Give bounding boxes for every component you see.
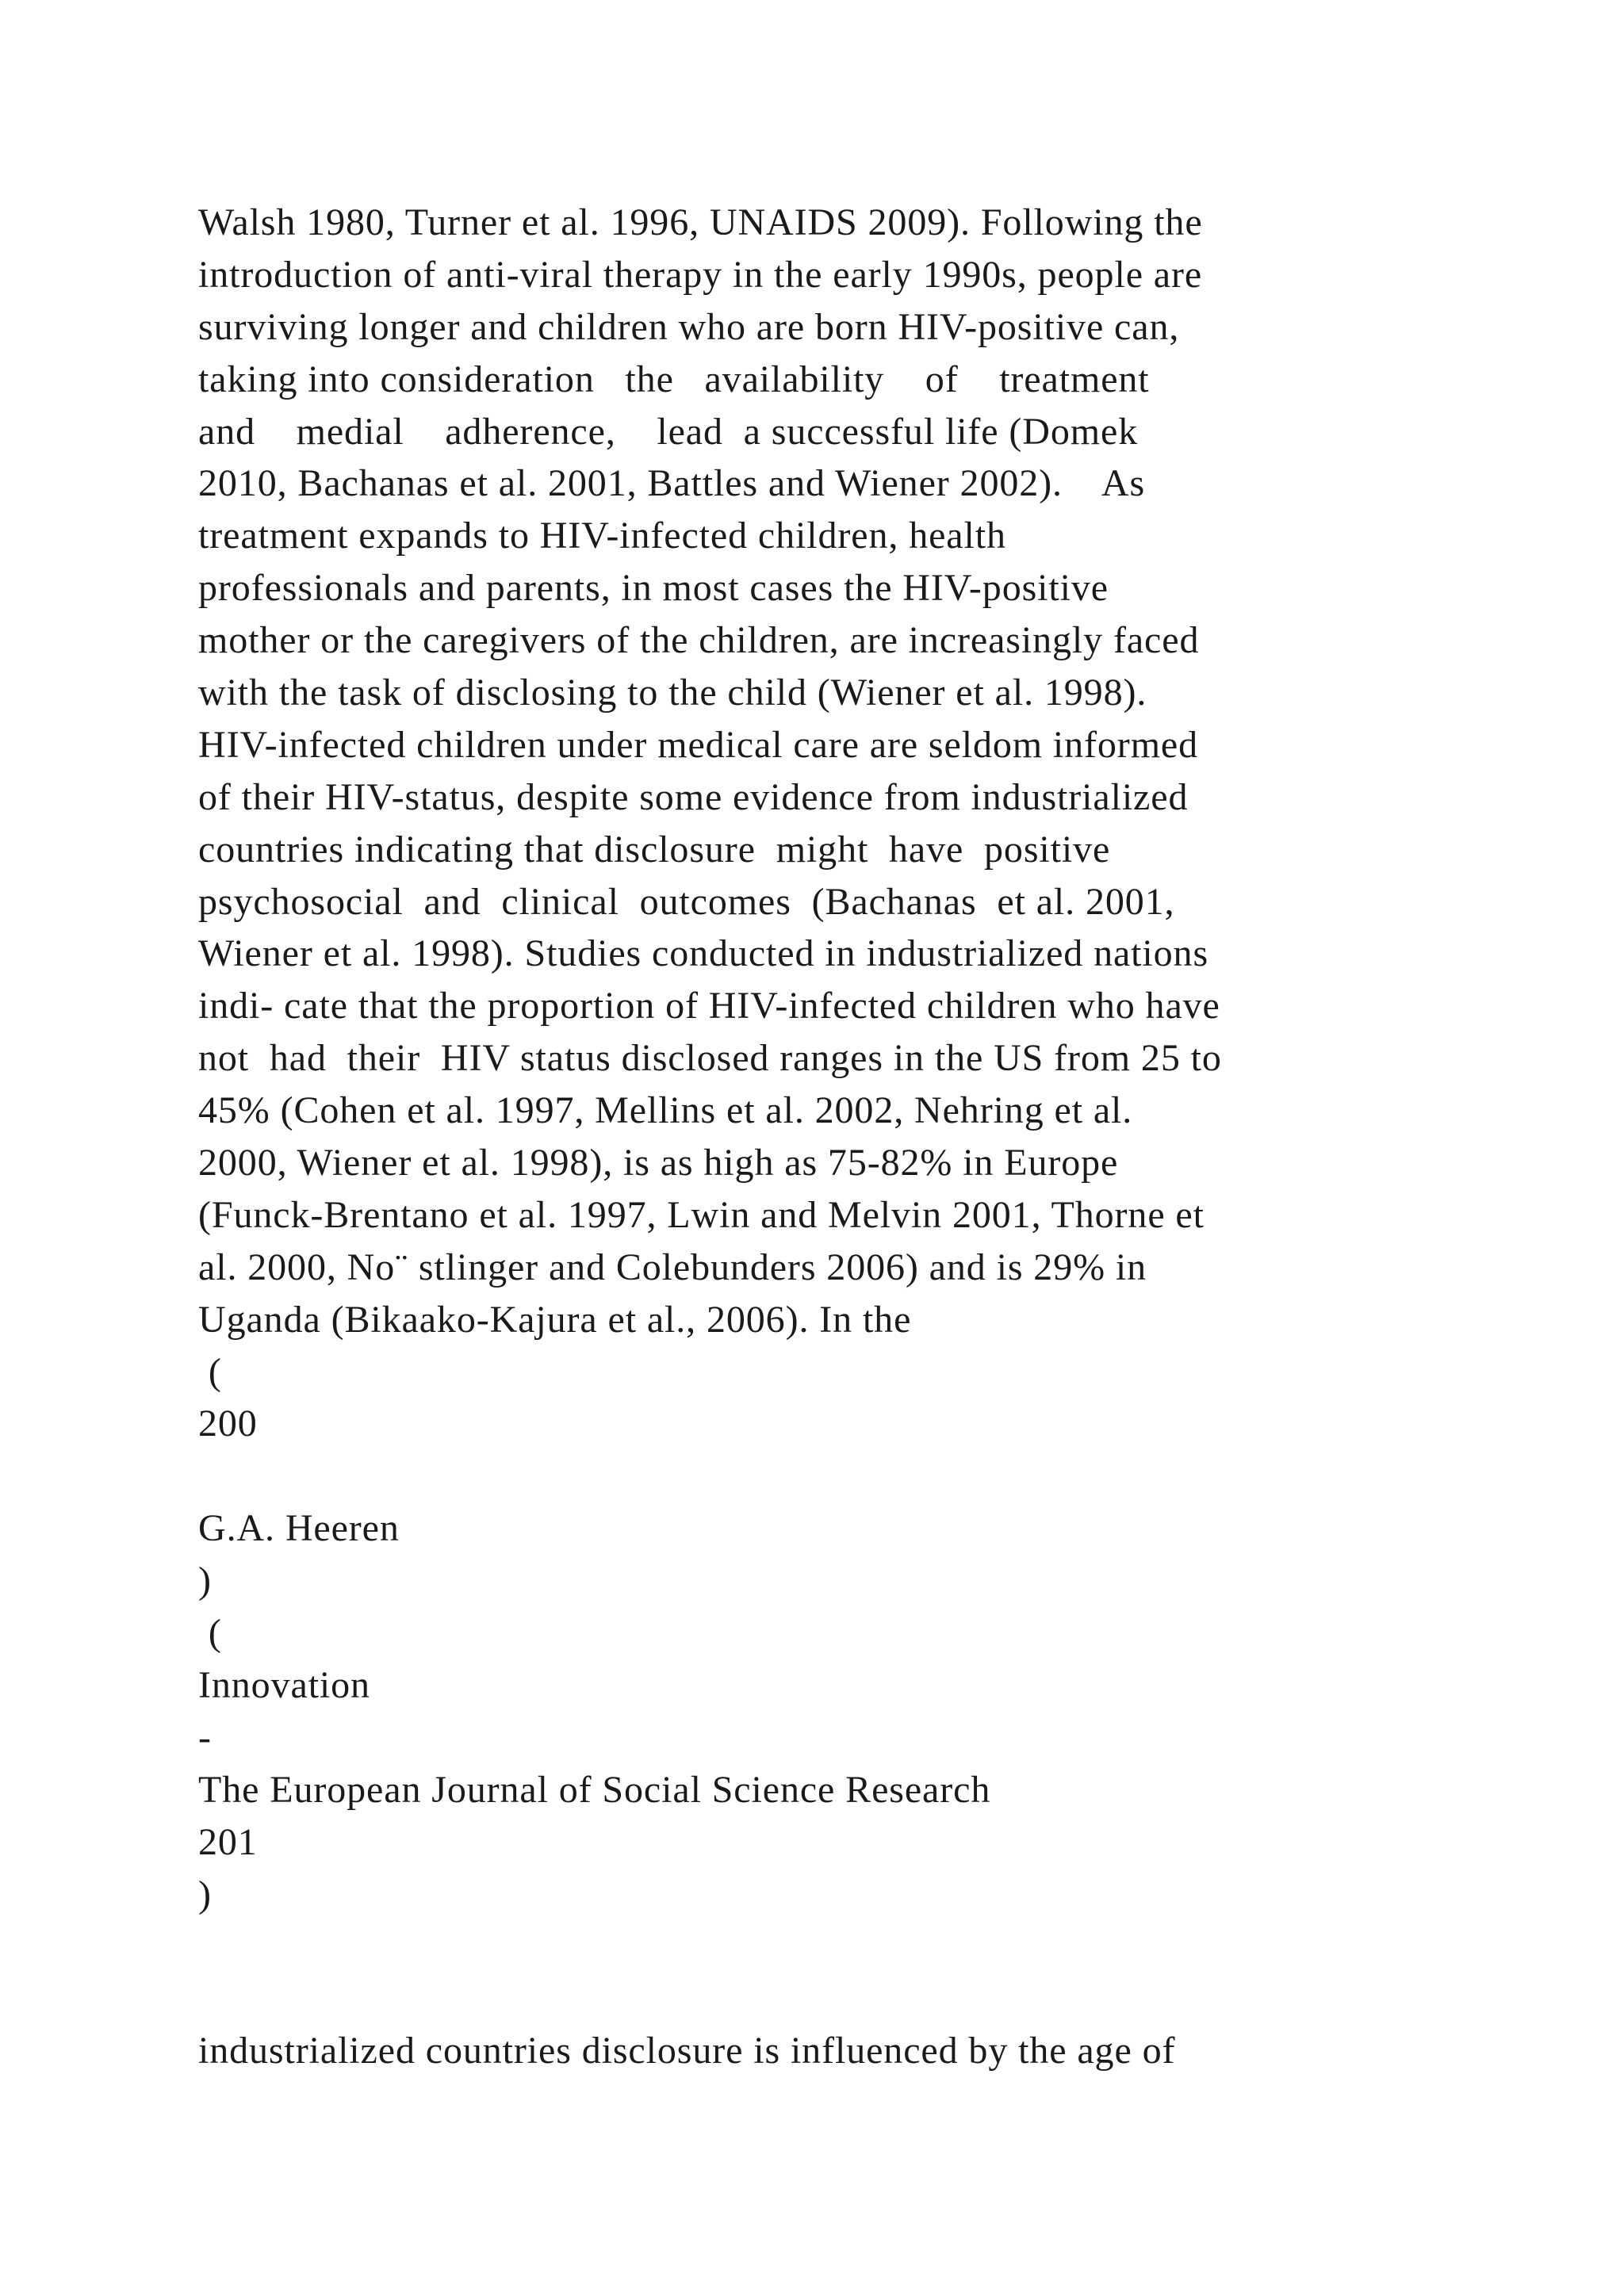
- body-line: not had their HIV status disclosed ranges in the US from 25 to: [198, 1037, 1222, 1080]
- body-paragraph: [198, 197, 1435, 1346]
- body-line: Walsh 1980, Turner et al. 1996, UNAIDS 2009). Following the: [198, 201, 1203, 243]
- body-line: and medial adherence, lead a successful life (Domek: [198, 410, 1139, 453]
- paren-close: ): [198, 1559, 212, 1602]
- body-line: professionals and parents, in most cases the HIV-positive: [198, 567, 1109, 610]
- body-line: Wiener et al. 1998). Studies conducted in industrialized nations: [198, 932, 1209, 975]
- body-line: treatment expands to HIV-infected children, health: [198, 515, 1006, 557]
- blank-line: [198, 1450, 1435, 1502]
- document-text: [198, 197, 1435, 2077]
- body-line: HIV-infected children under medical care are seldom informed: [198, 723, 1199, 766]
- body-line: Uganda (Bikaako-Kajura et al., 2006). In the: [198, 1298, 912, 1341]
- blank-space: [198, 1920, 1435, 2025]
- body-line: countries indicating that disclosure might have positive: [198, 828, 1111, 871]
- page-number: 201: [198, 1820, 258, 1863]
- paren-open: (: [198, 1612, 222, 1655]
- body-line: 45% (Cohen et al. 1997, Mellins et al. 2002, Nehring et al.: [198, 1089, 1133, 1132]
- dash: -: [198, 1716, 212, 1758]
- paren-open: (: [198, 1350, 222, 1393]
- body-line: 2000, Wiener et al. 1998), is as high as 75-82% in Europe: [198, 1142, 1119, 1184]
- body-line: indi- cate that the proportion of HIV-infected children who have: [198, 985, 1220, 1027]
- body-line: taking into consideration the availability of treatment: [198, 358, 1150, 400]
- body-line: introduction of anti-viral therapy in the early 1990s, people are: [198, 253, 1203, 296]
- page-number: 200: [198, 1402, 258, 1445]
- journal-name-part: Innovation: [198, 1663, 370, 1706]
- body-line: surviving longer and children who are born HIV-positive can,: [198, 305, 1180, 348]
- author-name: G.A. Heeren: [198, 1507, 400, 1550]
- journal-name-part: The European Journal of Social Science Research: [198, 1768, 991, 1811]
- continuation-line: industrialized countries disclosure is influenced by the age of: [198, 2030, 1176, 2072]
- body-line: mother or the caregivers of the children, are increasingly faced: [198, 619, 1200, 662]
- body-line: 2010, Bachanas et al. 2001, Battles and Wiener 2002). As: [198, 462, 1146, 505]
- running-header-fragments: [198, 1346, 1435, 1921]
- body-line: psychosocial and clinical outcomes (Bachanas et al. 2001,: [198, 880, 1175, 923]
- body-line: with the task of disclosing to the child (Wiener et al. 1998).: [198, 672, 1147, 714]
- body-line: al. 2000, No¨ stlinger and Colebunders 2006) and is 29% in: [198, 1246, 1147, 1288]
- body-line: of their HIV-status, despite some evidence from industrialized: [198, 775, 1189, 818]
- body-line: (Funck-Brentano et al. 1997, Lwin and Melvin 2001, Thorne et: [198, 1193, 1205, 1236]
- paren-close: ): [198, 1873, 212, 1915]
